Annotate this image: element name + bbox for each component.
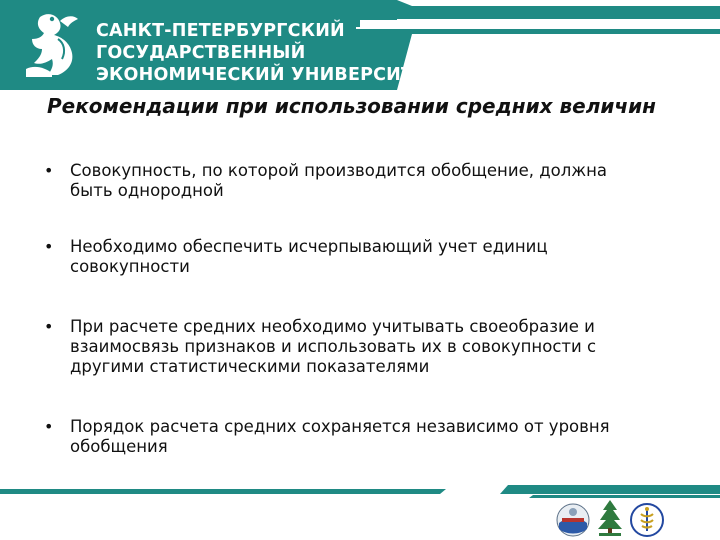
bullet-text-line: другими статистическими показателями: [70, 357, 430, 376]
bullet-dot: •: [44, 417, 54, 436]
bullet-text-line: При расчете средних необходимо учитывать своеобразие и: [70, 317, 595, 336]
university-name-line: ЭКОНОМИЧЕСКИЙ УНИВЕРСИТЕТ: [96, 65, 438, 85]
bullet-text-line: Порядок расчета средних сохраняется независимо от уровня: [70, 417, 610, 436]
griffin-logo-icon: [18, 9, 88, 81]
bullet-item: [44, 417, 670, 457]
bullet-item: [44, 161, 670, 201]
bullet-item: [44, 237, 670, 277]
bullet-text-line: Необходимо обеспечить исчерпывающий учет единиц: [70, 237, 548, 256]
bullet-dot: •: [44, 161, 54, 180]
caduceus-logo-icon: [630, 503, 664, 537]
bullet-dot: •: [44, 237, 54, 256]
footer: [0, 485, 720, 540]
bullet-item: [44, 317, 670, 377]
bullet-text-line: быть однородной: [70, 181, 224, 200]
bullet-text-line: обобщения: [70, 437, 168, 456]
bullet-text-line: взаимосвязь признаков и использовать их в совокупности с: [70, 337, 597, 356]
slide-title: Рекомендации при использовании средних величин: [47, 94, 656, 118]
header-band: [0, 0, 720, 90]
university-name-line: САНКТ-ПЕТЕРБУРГСКИЙ: [96, 21, 345, 41]
university-name: [96, 20, 437, 86]
bullet-text-line: Совокупность, по которой производится обобщение, должна: [70, 161, 608, 180]
cedar-tree-logo-icon: [595, 498, 625, 538]
university-name-line: ГОСУДАРСТВЕННЫЙ: [96, 43, 306, 63]
bullet-text-line: совокупности: [70, 257, 190, 276]
bullet-dot: •: [44, 317, 54, 336]
partner-seal-icon: [556, 503, 590, 537]
